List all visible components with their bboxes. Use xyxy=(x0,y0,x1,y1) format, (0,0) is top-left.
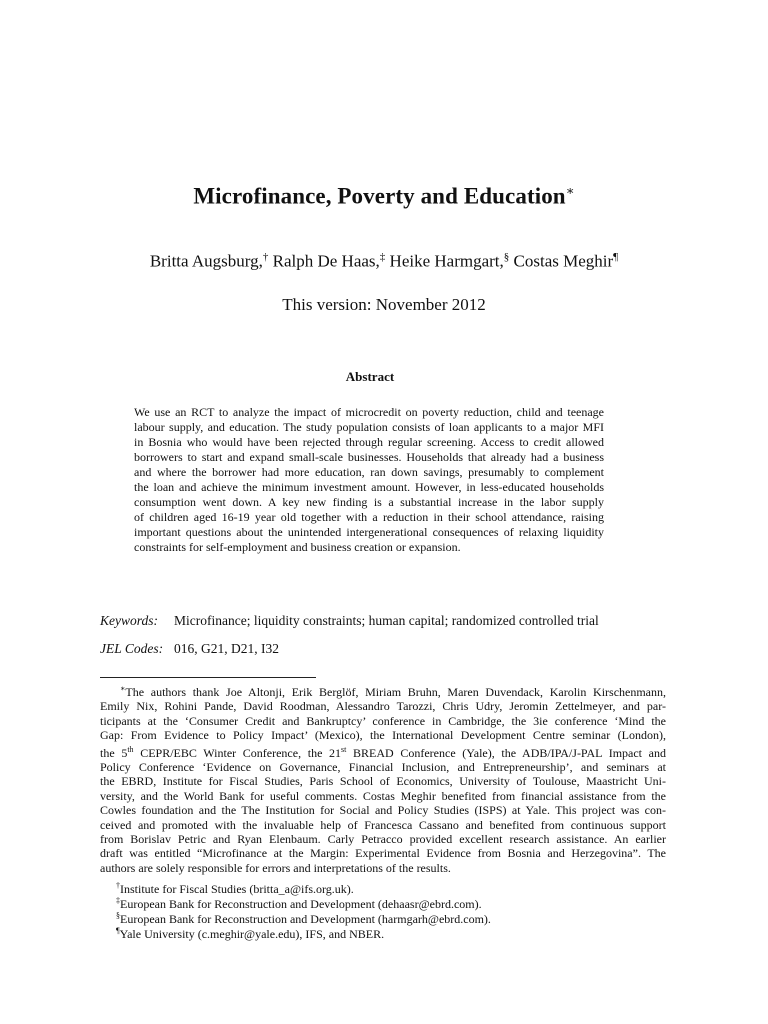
keywords-row xyxy=(100,613,599,629)
abstract-line: labour supply, and education. The study population consists of loan applicants to a major MFI xyxy=(134,420,604,435)
keywords-label: Keywords: xyxy=(100,613,158,628)
author-name: Ralph De Haas, xyxy=(272,251,380,271)
footnote-mark: ‡ xyxy=(116,896,120,905)
footnote-mark: † xyxy=(116,881,120,890)
affiliation-footnote xyxy=(116,924,384,941)
abstract-line: constraints for self-employment and business creation or expansion. xyxy=(134,540,461,555)
author-name: Britta Augsburg, xyxy=(149,251,263,271)
version-date: This version: November 2012 xyxy=(282,295,486,314)
jel-codes-value: 016, G21, D21, I32 xyxy=(174,641,279,656)
author-footnote-mark: § xyxy=(503,251,510,263)
footnote-mark: ¶ xyxy=(116,926,120,935)
author-footnote-mark: ¶ xyxy=(613,251,619,263)
footnote-line: ceived and promoted with the invaluable help of Francesca Cassano and benefited from continuous support xyxy=(100,817,666,832)
abstract-line: of children aged 16-19 year old together with a reduction in their school attendance, raising xyxy=(134,510,604,525)
jel-codes-label: JEL Codes: xyxy=(100,641,164,656)
affiliation-text: Yale University (c.meghir@yale.edu), IFS, and NBER. xyxy=(119,927,385,941)
abstract-body xyxy=(134,405,604,555)
footnote-line: ∗The authors thank Joe Altonji, Erik Berglöf, Miriam Bruhn, Maren Duvendack, Karolin Kirschenmann, xyxy=(119,684,667,699)
footnote-mark: ∗ xyxy=(119,684,126,693)
title-footnote-mark: ∗ xyxy=(565,183,575,198)
title-text: Microfinance, Poverty and Education xyxy=(193,183,566,209)
author-footnote-mark: ‡ xyxy=(379,251,386,263)
footnote-line: ticipants at the ‘Consumer Credit and Bankruptcy’ conference in Cambridge, the 3ie conference ‘Mind the xyxy=(100,713,666,728)
abstract-heading: Abstract xyxy=(345,369,395,384)
affiliation-text: European Bank for Reconstruction and Development (dehaasr@ebrd.com). xyxy=(120,897,482,911)
jel-codes-row xyxy=(100,641,279,657)
footnote-line: Gap: From Evidence to Policy Impact’ (Mexico), the International Development Centre seminar (London), xyxy=(100,728,666,743)
author-list xyxy=(0,251,768,272)
abstract-line: important questions about the unintended intergenerational consequences of relaxing liquidity xyxy=(134,525,604,540)
footnote-line: the EBRD, Institute for Fiscal Studies, Paris School of Economics, University of Toulouse, Maastricht Uni- xyxy=(100,774,666,789)
affiliation-text: European Bank for Reconstruction and Development (harmgarh@ebrd.com). xyxy=(120,912,491,926)
author-name: Costas Meghir xyxy=(513,251,614,271)
footnote-line: the 5th CEPR/EBC Winter Conference, the 21st BREAD Conference (Yale), the ADB/IPA/J-PAL Impact and xyxy=(100,744,666,760)
author-footnote-mark: † xyxy=(262,251,269,263)
footnote-mark: § xyxy=(116,911,120,920)
abstract-line: in Bosnia who would have been rejected through regular screening. Access to credit allowed xyxy=(134,435,604,450)
footnote-line: from Borislav Petric and Ryan Elenbaum. Carly Petracco provided excellent research assistance. An earlier xyxy=(100,832,666,847)
author-name: Heike Harmgart, xyxy=(389,251,504,271)
footnote-line: Emily Nix, Rohini Pande, David Roodman, Alessandro Tarozzi, Chris Udry, Jeromin Zettelmeyer, and par- xyxy=(100,699,666,714)
abstract-line: We use an RCT to analyze the impact of microcredit on poverty reduction, child and teenage xyxy=(134,405,604,419)
footnote-line: Policy Conference ‘Evidence on Governance, Financial Inclusion, and Entrepreneurship’, and seminars at xyxy=(100,760,666,775)
footnote-divider xyxy=(100,677,316,678)
acknowledgements-footnote xyxy=(100,682,666,875)
footnote-line: draft was entitled “Microfinance at the Margin: Experimental Evidence from Bosnia and Herzegovina”. The xyxy=(100,846,666,861)
footnote-line: versity, and the World Bank for useful comments. Costas Meghir benefited from financial assistance from the xyxy=(100,788,666,803)
footnote-line: authors are solely responsible for errors and interpretations of the results. xyxy=(100,860,451,875)
abstract-line: borrowers to start and expand small-scale businesses. Households that already had a business xyxy=(134,450,604,465)
abstract-line: and where the borrower had more education, ran down savings, presumably to complement xyxy=(134,465,604,480)
footnote-line: Cowles foundation and the The Institution for Social and Policy Studies (ISPS) at Yale. This project was con- xyxy=(100,803,666,818)
affiliation-text: Institute for Fiscal Studies (britta_a@ifs.org.uk). xyxy=(120,882,354,896)
abstract-line: consumption went down. A key new finding is a substantial increase in the labor supply xyxy=(134,495,604,510)
abstract-line: the loan and achieve the minimum investment amount. However, in less-educated households xyxy=(134,480,604,495)
paper-title xyxy=(0,183,768,210)
keywords-value: Microfinance; liquidity constraints; human capital; randomized controlled trial xyxy=(174,613,599,628)
